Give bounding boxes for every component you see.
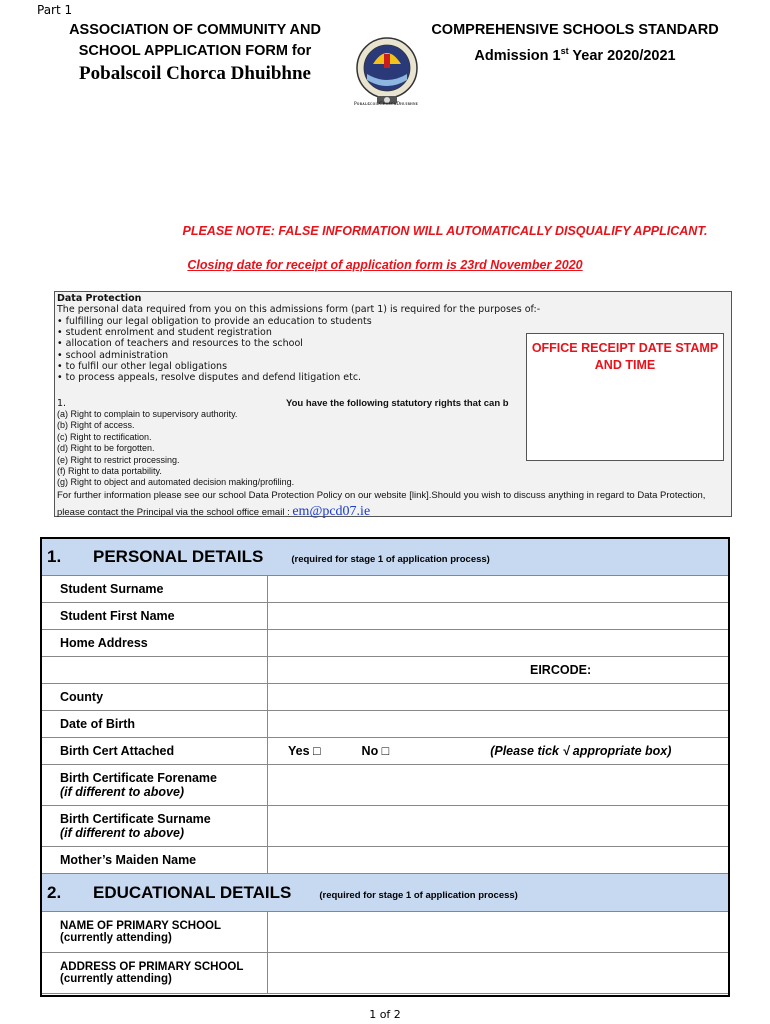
rights-number: 1. bbox=[57, 398, 67, 409]
list-item: (d) Right to be forgotten. bbox=[57, 443, 155, 454]
field-label: Birth Cert Attached bbox=[41, 738, 268, 765]
section-note: (required for stage 1 of application process) bbox=[291, 553, 490, 565]
rights-heading: You have the following statutory rights that can b bbox=[286, 398, 509, 409]
list-item: • student enrolment and student registration bbox=[57, 327, 372, 338]
section-header-personal bbox=[41, 538, 730, 576]
list-item: (b) Right of access. bbox=[57, 420, 135, 431]
student-first-name-field[interactable] bbox=[268, 603, 730, 630]
field-label: Birth Certificate Forename (if different to above) bbox=[41, 765, 268, 806]
field-label: Birth Certificate Surname (if different to above) bbox=[41, 806, 268, 847]
date-of-birth-field[interactable] bbox=[268, 711, 730, 738]
header-left-line2: SCHOOL APPLICATION FORM for bbox=[78, 43, 312, 59]
header-right-line2: Admission 1st Year 2020/2021 bbox=[474, 46, 676, 64]
list-item: • fulfilling our legal obligation to provide an education to students bbox=[57, 316, 372, 327]
list-item: (f) Right to data portability. bbox=[57, 466, 162, 477]
stamp-label-line1: OFFICE RECEIPT DATE STAMP bbox=[531, 341, 719, 355]
field-label: Date of Birth bbox=[41, 711, 268, 738]
header-left bbox=[50, 20, 340, 86]
section-number: 2. bbox=[47, 882, 62, 902]
eircode-field[interactable]: EIRCODE: bbox=[268, 657, 730, 684]
list-item: (c) Right to rectification. bbox=[57, 431, 152, 442]
student-surname-field[interactable] bbox=[268, 576, 730, 603]
section-number: 1. bbox=[47, 546, 62, 566]
field-label: Student Surname bbox=[41, 576, 268, 603]
office-receipt-stamp-box bbox=[526, 333, 724, 461]
data-protection-title: Data Protection bbox=[57, 293, 142, 304]
field-label: NAME OF PRIMARY SCHOOL (currently attending) bbox=[41, 912, 268, 953]
list-item: • to fulfil our other legal obligations bbox=[57, 361, 372, 372]
section-title: PERSONAL DETAILS bbox=[93, 546, 264, 566]
school-email-link[interactable]: em@pcd07.ie bbox=[292, 504, 371, 519]
section-header-educational bbox=[41, 874, 730, 912]
field-label: ADDRESS OF PRIMARY SCHOOL (currently attending) bbox=[41, 953, 268, 994]
yes-checkbox[interactable]: Yes □ bbox=[288, 744, 321, 758]
purposes-list bbox=[57, 316, 372, 383]
section-note: (required for stage 1 of application process) bbox=[319, 889, 518, 901]
field-label: Home Address bbox=[41, 630, 268, 657]
mothers-maiden-name-field[interactable] bbox=[268, 847, 730, 874]
primary-school-address-field[interactable] bbox=[268, 953, 730, 994]
rights-list bbox=[57, 409, 294, 489]
page-number: 1 of 2 bbox=[369, 1008, 401, 1021]
crest-caption: PᴏʙᴀʟꜱᴄᴏɪʟCʜᴏʀᴄᴀDʜᴜɪʙʜɴᴇ bbox=[353, 102, 419, 107]
field-label: Mother’s Maiden Name bbox=[41, 847, 268, 874]
data-protection-footer: For further information please see our school Data Protection Policy on our website [link].Should you wish to discuss anything in regard to Data Protection, please contact the Principal via the school office email : em@pcd07.ie bbox=[57, 490, 706, 519]
birth-cert-surname-field[interactable] bbox=[268, 806, 730, 847]
list-item: • allocation of teachers and resources to the school bbox=[57, 338, 372, 349]
no-checkbox[interactable]: No □ bbox=[361, 744, 390, 758]
tick-instruction: (Please tick √ appropriate box) bbox=[490, 744, 672, 758]
header-right bbox=[420, 20, 730, 67]
field-label: County bbox=[41, 684, 268, 711]
header-right-line1: COMPREHENSIVE SCHOOLS STANDARD bbox=[431, 22, 719, 38]
school-name: Pobalscoil Chorca Dhuibhne bbox=[79, 63, 311, 84]
birth-cert-forename-field[interactable] bbox=[268, 765, 730, 806]
false-info-warning: PLEASE NOTE: FALSE INFORMATION WILL AUTOMATICALLY DISQUALIFY APPLICANT. bbox=[182, 224, 708, 238]
data-protection-intro: The personal data required from you on this admissions form (part 1) is required for the purposes of:- bbox=[57, 304, 541, 315]
field-label bbox=[41, 657, 268, 684]
application-form-table bbox=[40, 537, 730, 994]
home-address-field[interactable] bbox=[268, 630, 730, 657]
list-item: • to process appeals, resolve disputes and defend litigation etc. bbox=[57, 372, 372, 383]
primary-school-name-field[interactable] bbox=[268, 912, 730, 953]
birth-cert-checkboxes bbox=[268, 738, 730, 765]
list-item: • school administration bbox=[57, 350, 372, 361]
county-field[interactable] bbox=[268, 684, 730, 711]
field-label: Student First Name bbox=[41, 603, 268, 630]
list-item: (g) Right to object and automated decision making/profiling. bbox=[57, 477, 295, 488]
header-left-line1: ASSOCIATION OF COMMUNITY AND bbox=[69, 22, 321, 38]
closing-date-notice: Closing date for receipt of application form is 23rd November 2020 bbox=[187, 258, 583, 272]
list-item: (a) Right to complain to supervisory authority. bbox=[57, 409, 238, 419]
list-item: (e) Right to restrict processing. bbox=[57, 454, 180, 465]
section-title: EDUCATIONAL DETAILS bbox=[93, 882, 292, 902]
stamp-label-line2: AND TIME bbox=[594, 358, 656, 372]
part-label: Part 1 bbox=[37, 3, 73, 17]
